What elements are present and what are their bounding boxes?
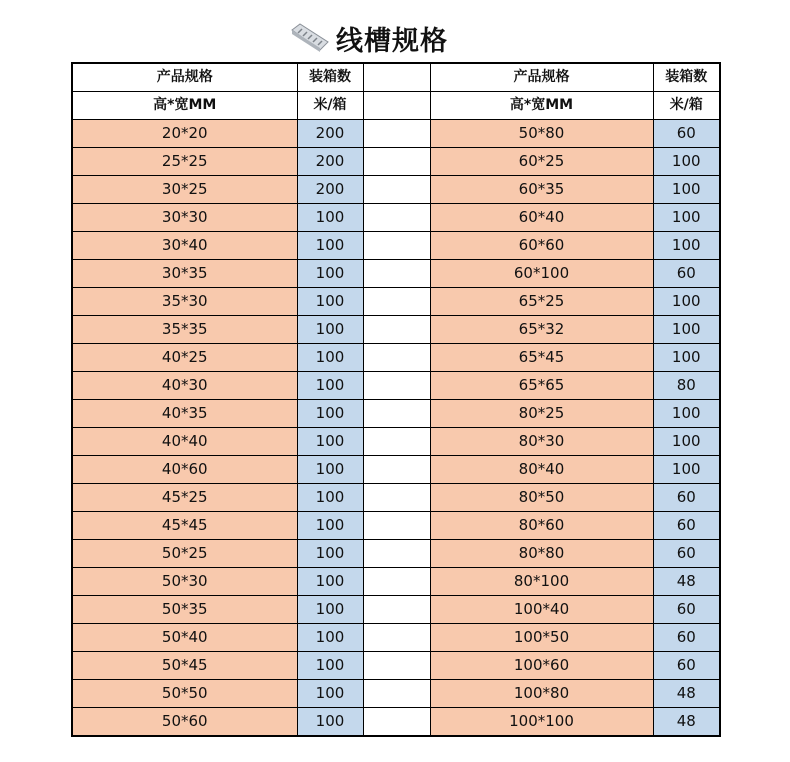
right-spec-cell: 80*50 [430,484,653,512]
right-spec-unit: 高*宽MM [430,92,653,120]
left-qty-cell: 100 [297,624,363,652]
left-spec-cell: 40*30 [72,372,297,400]
left-qty-cell: 100 [297,232,363,260]
right-qty-header: 装箱数 [653,63,720,92]
table-row [72,540,720,568]
left-qty-cell: 100 [297,540,363,568]
left-spec-cell: 40*60 [72,456,297,484]
left-qty-cell: 200 [297,176,363,204]
spacer-cell [363,568,430,596]
table-row [72,204,720,232]
page-title: 线槽规格 [336,25,448,57]
spacer-cell [363,204,430,232]
spacer-cell [363,456,430,484]
left-qty-cell: 100 [297,568,363,596]
left-qty-cell: 100 [297,260,363,288]
table-row [72,148,720,176]
right-qty-cell: 100 [653,344,720,372]
right-qty-cell: 100 [653,456,720,484]
spacer-cell [363,372,430,400]
left-spec-cell: 45*45 [72,512,297,540]
left-qty-cell: 100 [297,456,363,484]
right-spec-cell: 60*100 [430,260,653,288]
right-qty-cell: 48 [653,568,720,596]
table-row [72,288,720,316]
right-qty-cell: 60 [653,624,720,652]
spacer-cell [363,596,430,624]
table-row [72,512,720,540]
table-row [72,120,720,148]
table-row [72,176,720,204]
right-spec-cell: 80*80 [430,540,653,568]
spacer-cell [363,148,430,176]
right-qty-cell: 60 [653,652,720,680]
table-row [72,680,720,708]
table-row [72,260,720,288]
spacer-cell [363,540,430,568]
left-spec-cell: 25*25 [72,148,297,176]
right-spec-cell: 65*32 [430,316,653,344]
header-row-labels [72,63,720,92]
right-spec-cell: 100*50 [430,624,653,652]
left-qty-cell: 100 [297,400,363,428]
right-spec-cell: 80*40 [430,456,653,484]
spacer-cell [363,400,430,428]
right-spec-cell: 80*30 [430,428,653,456]
left-qty-cell: 100 [297,652,363,680]
right-qty-cell: 100 [653,176,720,204]
cable-trunking-icon [290,22,330,54]
right-spec-cell: 80*60 [430,512,653,540]
right-qty-cell: 48 [653,708,720,737]
spacer-cell [363,708,430,737]
left-spec-cell: 35*30 [72,288,297,316]
right-qty-cell: 60 [653,484,720,512]
spacer-cell [363,428,430,456]
table-row [72,344,720,372]
right-qty-cell: 60 [653,120,720,148]
table-row [72,372,720,400]
left-spec-cell: 50*40 [72,624,297,652]
right-qty-cell: 100 [653,204,720,232]
left-qty-header: 装箱数 [297,63,363,92]
right-qty-cell: 100 [653,288,720,316]
right-qty-cell: 100 [653,232,720,260]
left-qty-cell: 100 [297,428,363,456]
spacer-cell [363,232,430,260]
right-spec-cell: 80*25 [430,400,653,428]
table-row [72,708,720,737]
right-qty-cell: 100 [653,316,720,344]
left-spec-cell: 50*30 [72,568,297,596]
left-spec-cell: 35*35 [72,316,297,344]
spacer-cell [363,344,430,372]
left-qty-cell: 100 [297,708,363,737]
left-qty-unit: 米/箱 [297,92,363,120]
left-qty-cell: 100 [297,344,363,372]
left-spec-cell: 40*25 [72,344,297,372]
table-row [72,624,720,652]
right-spec-cell: 60*60 [430,232,653,260]
right-qty-cell: 80 [653,372,720,400]
spacer-cell [363,316,430,344]
spec-table [71,62,721,737]
left-spec-unit: 高*宽MM [72,92,297,120]
left-qty-cell: 100 [297,204,363,232]
right-qty-cell: 100 [653,428,720,456]
spacer-cell [363,260,430,288]
right-spec-cell: 60*40 [430,204,653,232]
right-qty-cell: 48 [653,680,720,708]
left-qty-cell: 100 [297,596,363,624]
left-spec-cell: 20*20 [72,120,297,148]
right-spec-cell: 100*60 [430,652,653,680]
left-spec-cell: 50*45 [72,652,297,680]
spacer-cell [363,652,430,680]
table-row [72,596,720,624]
table-row [72,232,720,260]
left-spec-header: 产品规格 [72,63,297,92]
left-spec-cell: 30*30 [72,204,297,232]
right-spec-cell: 50*80 [430,120,653,148]
left-spec-cell: 50*50 [72,680,297,708]
header-row-units [72,92,720,120]
spacer-cell [363,288,430,316]
table-row [72,484,720,512]
right-qty-cell: 60 [653,512,720,540]
spacer-cell [363,63,430,92]
right-spec-cell: 60*25 [430,148,653,176]
right-spec-cell: 65*25 [430,288,653,316]
right-spec-cell: 60*35 [430,176,653,204]
left-spec-cell: 30*35 [72,260,297,288]
title-area [290,16,448,60]
right-qty-cell: 100 [653,400,720,428]
left-spec-cell: 30*25 [72,176,297,204]
spacer-cell [363,120,430,148]
right-spec-cell: 100*40 [430,596,653,624]
table-row [72,400,720,428]
right-qty-cell: 100 [653,148,720,176]
spacer-cell [363,484,430,512]
left-qty-cell: 100 [297,316,363,344]
left-spec-cell: 50*35 [72,596,297,624]
spacer-cell [363,680,430,708]
right-qty-cell: 60 [653,596,720,624]
left-qty-cell: 100 [297,680,363,708]
spacer-cell [363,176,430,204]
spacer-cell [363,92,430,120]
left-qty-cell: 200 [297,120,363,148]
table-row [72,316,720,344]
left-qty-cell: 100 [297,288,363,316]
left-spec-cell: 30*40 [72,232,297,260]
right-spec-cell: 65*65 [430,372,653,400]
left-qty-cell: 100 [297,484,363,512]
right-qty-cell: 60 [653,260,720,288]
right-spec-cell: 65*45 [430,344,653,372]
left-spec-cell: 40*40 [72,428,297,456]
table-row [72,428,720,456]
left-spec-cell: 50*60 [72,708,297,737]
spacer-cell [363,512,430,540]
left-qty-cell: 100 [297,372,363,400]
left-qty-cell: 200 [297,148,363,176]
right-qty-unit: 米/箱 [653,92,720,120]
table-row [72,456,720,484]
spacer-cell [363,624,430,652]
table-row [72,652,720,680]
right-spec-header: 产品规格 [430,63,653,92]
right-spec-cell: 100*80 [430,680,653,708]
left-qty-cell: 100 [297,512,363,540]
left-spec-cell: 45*25 [72,484,297,512]
left-spec-cell: 50*25 [72,540,297,568]
right-spec-cell: 80*100 [430,568,653,596]
table-row [72,568,720,596]
left-spec-cell: 40*35 [72,400,297,428]
right-spec-cell: 100*100 [430,708,653,737]
right-qty-cell: 60 [653,540,720,568]
